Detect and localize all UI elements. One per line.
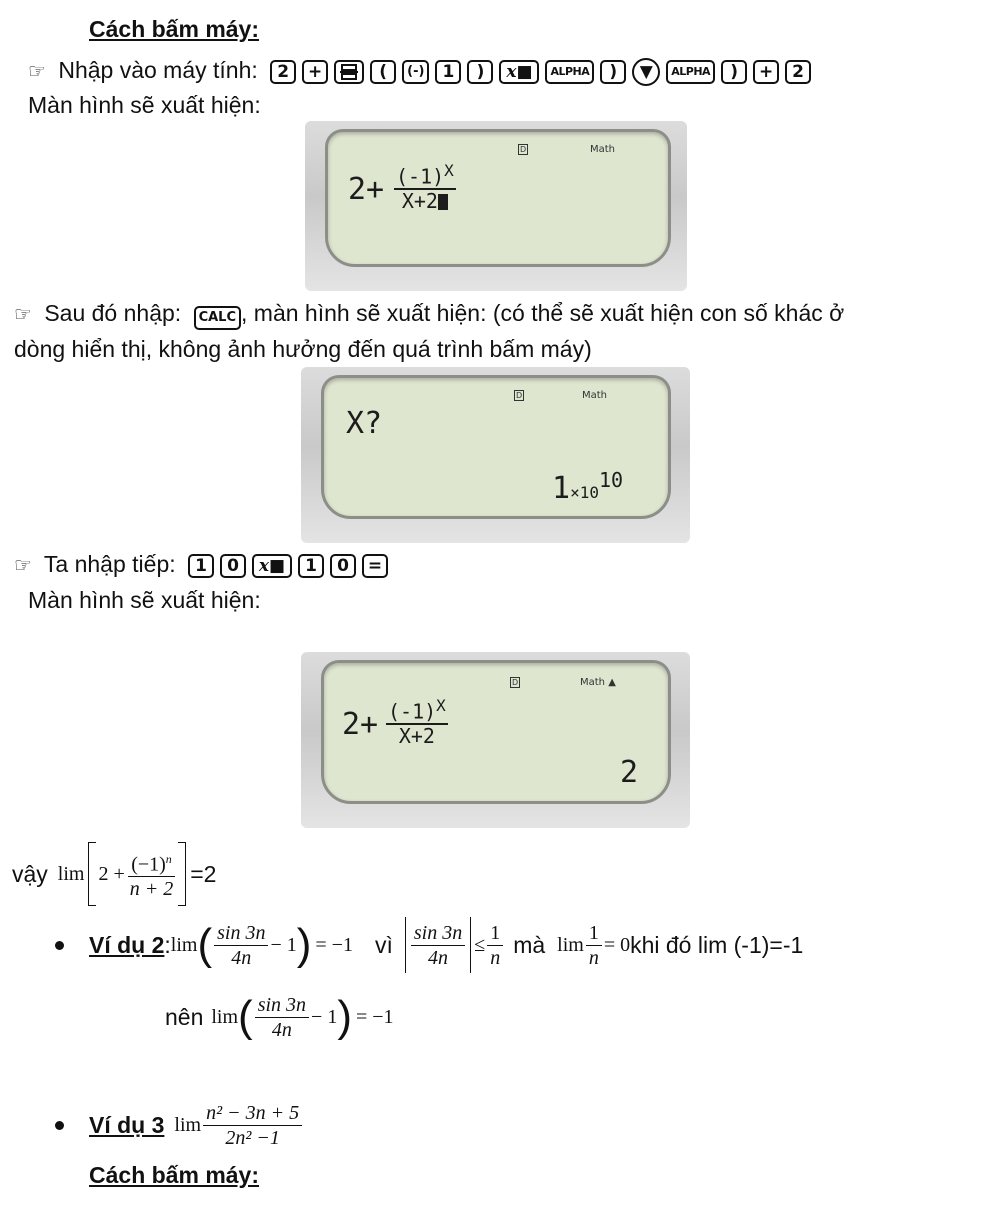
- lcd-denominator: X+2: [401, 188, 438, 213]
- fraction-denominator: n: [490, 946, 501, 969]
- step-enter-expression: [28, 55, 811, 86]
- right-paren: ): [337, 992, 352, 1041]
- key-plus: +: [753, 60, 779, 84]
- math-indicator: Math: [590, 144, 616, 155]
- lcd-denominator: X+2: [398, 723, 435, 748]
- so-text: nên: [165, 1003, 204, 1030]
- key-open-paren: (: [370, 60, 396, 84]
- abs-bar-right: [470, 917, 471, 973]
- math-indicator: Math ▲: [580, 677, 616, 688]
- lcd-exp: 10: [598, 468, 624, 492]
- left-paren: (: [197, 920, 213, 969]
- key-power: x■: [252, 554, 292, 578]
- one-over-n: [487, 921, 503, 970]
- example-2-tail: khi đó lim (-1)=-1: [630, 931, 804, 958]
- example-3-title: Ví dụ 3: [89, 1111, 165, 1138]
- example-2-line-2: [165, 984, 394, 1050]
- key-fraction-icon: [334, 60, 364, 84]
- fraction-denominator: n + 2: [129, 878, 174, 901]
- step-press-calc: [14, 298, 844, 330]
- lcd-exponent: X: [444, 161, 454, 180]
- key-0: 0: [220, 554, 246, 578]
- calculator-screen-1: [305, 121, 687, 291]
- equals-zero: = 0: [603, 933, 631, 956]
- sin-fraction: [214, 921, 268, 970]
- math-indicator: Math: [582, 390, 608, 401]
- key-close-paren: ): [467, 60, 493, 84]
- two-plus: 2 +: [98, 862, 125, 885]
- key-power: x■: [499, 60, 539, 84]
- because-text: vì: [374, 931, 393, 958]
- heading-cach-bam-may: Cách bấm máy:: [89, 16, 260, 42]
- le-sign: ≤: [474, 933, 486, 956]
- screen-intro: Màn hình sẽ xuất hiện:: [28, 587, 261, 613]
- lcd-prompt: X?: [346, 406, 383, 441]
- conclusion-fraction: [127, 847, 177, 902]
- calculator-screen-3: [301, 652, 690, 828]
- fraction-denominator: 4n: [428, 946, 449, 969]
- lcd-fraction: [394, 160, 456, 212]
- degree-indicator: D: [512, 678, 519, 687]
- conclusion-prefix: vậy: [12, 860, 48, 887]
- fraction-numerator: sin 3n: [411, 921, 465, 946]
- key-0: 0: [330, 554, 356, 578]
- lim-text: lim: [211, 1005, 239, 1028]
- step-label: Sau đó nhập:: [44, 300, 182, 326]
- pointing-hand-icon: ☞: [28, 59, 46, 83]
- fraction-numerator: n² − 3n + 5: [203, 1101, 302, 1126]
- example-2-line-1: [89, 912, 803, 978]
- left-paren: (: [238, 992, 253, 1041]
- key-sequence-1: [270, 58, 811, 86]
- right-bracket: [178, 842, 186, 906]
- limit-value: = −1: [355, 1005, 394, 1028]
- key-alpha: ALPHA: [666, 60, 715, 84]
- fraction-denominator: 4n: [271, 1018, 292, 1041]
- lcd-exponent: X: [436, 696, 446, 715]
- lcd-prefix: 2+: [342, 707, 379, 742]
- screen-intro: Màn hình sẽ xuất hiện:: [28, 92, 261, 118]
- lcd-value: [552, 468, 623, 506]
- key-sequence-3: [188, 554, 388, 578]
- lcd-display: [321, 660, 671, 804]
- fraction-denominator: 2n² −1: [225, 1126, 280, 1149]
- step-label: Nhập vào máy tính:: [58, 57, 258, 83]
- conclusion-result: =2: [190, 860, 217, 887]
- heading-cach-bam-may-2: Cách bấm máy:: [89, 1162, 260, 1188]
- lim-text: lim: [57, 862, 85, 885]
- key-alpha: ALPHA: [545, 60, 594, 84]
- key-2: 2: [270, 60, 296, 84]
- key-1: 1: [435, 60, 461, 84]
- lcd-result: 2: [620, 755, 639, 790]
- key-equals: =: [362, 554, 388, 578]
- key-close-paren: ): [600, 60, 626, 84]
- lcd-display: [321, 375, 671, 519]
- one-over-n: [586, 921, 602, 970]
- numerator-exponent: n: [165, 851, 172, 866]
- key-1: 1: [188, 554, 214, 578]
- key-down-arrow-icon: ▼: [632, 58, 660, 86]
- lcd-times-ten: ×10: [570, 483, 599, 502]
- sin-fraction-abs: [411, 921, 465, 970]
- step-label: Ta nhập tiếp:: [43, 551, 176, 577]
- minus-one: − 1: [311, 1005, 338, 1028]
- step-description: , màn hình sẽ xuất hiện: (có thể sẽ xuất hiện con số khác ở: [241, 300, 845, 326]
- degree-indicator: D: [520, 145, 527, 154]
- lcd-numerator: (-1): [388, 699, 437, 724]
- key-close-paren: ): [721, 60, 747, 84]
- calculator-screen-2: [301, 367, 690, 543]
- sin-fraction: [255, 993, 309, 1042]
- step-enter-value: [14, 549, 388, 580]
- left-bracket: [88, 842, 96, 906]
- fraction-numerator: sin 3n: [214, 921, 268, 946]
- key-2: 2: [785, 60, 811, 84]
- step-description-cont: dòng hiển thị, không ảnh hưởng đến quá trình bấm máy): [14, 336, 592, 362]
- lcd-numerator: (-1): [396, 164, 445, 189]
- example-2-colon: :: [164, 931, 171, 958]
- minus-one: − 1: [270, 933, 297, 956]
- fraction-numerator: 1: [487, 921, 503, 946]
- key-plus: +: [302, 60, 328, 84]
- lcd-fraction: [386, 695, 448, 747]
- fraction-denominator: n: [588, 946, 599, 969]
- lcd-cursor: [438, 194, 448, 210]
- fraction-denominator: 4n: [231, 946, 252, 969]
- lcd-prefix: 2+: [348, 172, 385, 207]
- lcd-display: [325, 129, 671, 267]
- lim-text: lim: [557, 933, 584, 956]
- but-text: mà: [513, 931, 546, 958]
- key-negative: (-): [402, 60, 429, 84]
- degree-indicator: D: [516, 391, 523, 400]
- limit-value: = −1: [315, 933, 353, 956]
- lim-text: lim: [170, 933, 198, 956]
- bullet: [55, 1121, 64, 1130]
- example-2-title: Ví dụ 2: [89, 931, 165, 958]
- pointing-hand-icon: ☞: [14, 302, 32, 326]
- pointing-hand-icon: ☞: [14, 553, 32, 577]
- lim-text: lim: [174, 1113, 202, 1136]
- fraction-numerator: (−1): [131, 853, 166, 876]
- key-1: 1: [298, 554, 324, 578]
- example-3-line: [89, 1094, 304, 1156]
- key-calc: CALC: [194, 306, 241, 330]
- conclusion-line: [12, 838, 216, 910]
- abs-bar-left: [405, 917, 406, 973]
- lcd-mantissa: 1: [552, 471, 571, 506]
- fraction-numerator: 1: [586, 921, 602, 946]
- right-paren: ): [296, 920, 312, 969]
- example-3-fraction: [203, 1101, 302, 1150]
- fraction-numerator: sin 3n: [255, 993, 309, 1018]
- bullet: [55, 941, 64, 950]
